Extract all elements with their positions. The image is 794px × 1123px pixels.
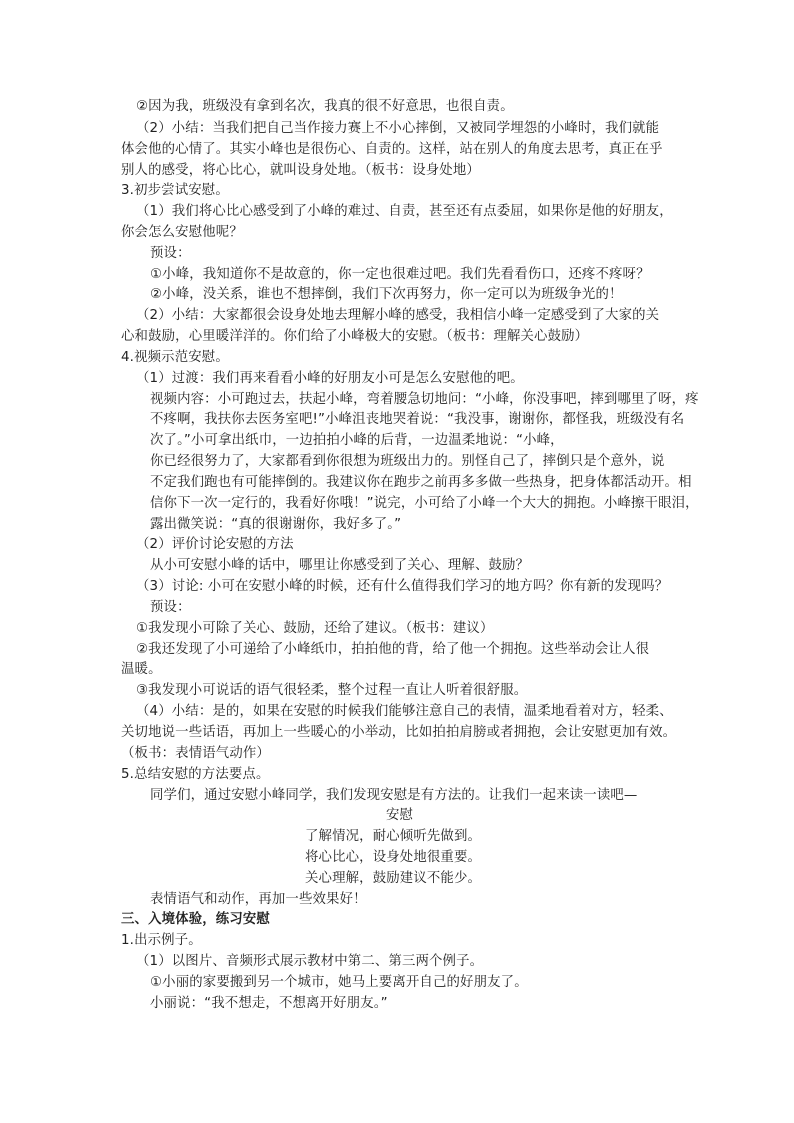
- text-line: （2）评价讨论安慰的方法: [136, 537, 294, 552]
- text-line: 不定我们跑也有可能摔倒的。我建议你在跑步之前再多多做一些热身，把身体都活动开。相: [150, 475, 692, 490]
- text-line: 露出微笑说：“真的很谢谢你，我好多了。”: [150, 517, 402, 532]
- text-line: （1）过渡：我们再来看看小峰的好朋友小可是怎么安慰他的吧。: [136, 371, 524, 386]
- section-heading: 5.总结安慰的方法要点。: [121, 767, 270, 782]
- text-line: 从小可安慰小峰的话中，哪里让你感受到了关心、理解、鼓励？: [150, 558, 530, 573]
- text-line: ①小丽的家要搬到另一个城市，她马上要离开自己的好朋友了。: [150, 975, 528, 990]
- text-line: （4）小结：是的，如果在安慰的时候我们能够注意自己的表情，温柔地看着对方，轻柔、: [136, 704, 673, 719]
- text-line: ②小峰，没关系，谁也不想摔倒，我们下次再努力，你一定可以为班级争光的！: [150, 287, 623, 302]
- text-line: 次了。”小可拿出纸巾，一边拍拍小峰的后背，一边温柔地说：“小峰，: [150, 433, 564, 448]
- text-line: 视频内容：小可跑过去，扶起小峰，弯着腰急切地问：“小峰，你没事吧，摔到哪里了呀，疼: [150, 392, 699, 407]
- text-line: 心和鼓励，心里暖洋洋的。你们给了小峰极大的安慰。（板书：理解关心鼓励）: [121, 329, 589, 344]
- poem-line: 了解情况，耐心倾听先做到。: [305, 829, 482, 844]
- poem-line: 将心比心，设身处地很重要。: [305, 850, 482, 865]
- text-line: ①小峰，我知道你不是故意的，你一定也很难过吧。我们先看看伤口，还疼不疼呀？: [150, 267, 650, 282]
- text-line: 预设：: [150, 246, 191, 261]
- text-line: 小丽说：“我不想走，不想离开好朋友。”: [150, 996, 388, 1011]
- text-line: （1）以图片、音频形式展示教材中第二、第三两个例子。: [136, 954, 484, 969]
- text-line: 温暖。: [121, 662, 162, 677]
- text-line: ③我发现小可说话的语气很轻柔，整个过程一直让人听着很舒服。: [136, 683, 528, 698]
- text-line: 同学们，通过安慰小峰同学，我们发现安慰是有方法的。让我们一起来读一读吧—: [150, 788, 638, 803]
- text-line: 你会怎么安慰他呢？: [121, 225, 243, 240]
- text-line: 你已经很努力了，大家都看到你很想为班级出力的。别怪自己了，摔倒只是个意外，说: [150, 454, 665, 469]
- text-line: ①我发现小可除了关心、鼓励，还给了建议。（板书：建议）: [136, 621, 494, 636]
- text-line: 表情语气和动作，再加一些效果好！: [150, 892, 367, 907]
- text-line: ②我还发现了小可递给了小峰纸巾，拍拍他的背，给了他一个拥抱。这些举动会让人很: [136, 642, 650, 657]
- text-line: 别人的感受，将心比心，就叫设身处地。（板书：设身处地）: [121, 163, 480, 178]
- text-line: （1）我们将心比心感受到了小峰的难过、自责，甚至还有点委屈，如果你是他的好朋友，: [136, 204, 673, 219]
- text-line: 体会他的心情了。其实小峰也是很伤心、自责的。这样，站在别人的角度去思考，真正在乎: [121, 142, 663, 157]
- text-line: （3）讨论: 小可在安慰小峰的时候，还有什么值得我们学习的地方吗？你有新的发现吗？: [136, 579, 669, 594]
- text-line: （2）小结：当我们把自己当作接力赛上不小心摔倒，又被同学埋怨的小峰时，我们就能: [136, 121, 660, 136]
- text-line: （板书：表情语气动作）: [121, 746, 270, 761]
- section-heading: 3.初步尝试安慰。: [121, 183, 229, 198]
- poem-title: 安慰: [386, 808, 414, 823]
- text-line: 不疼啊，我扶你去医务室吧!”小峰沮丧地哭着说：“我没事，谢谢你，都怪我，班级没有名: [150, 412, 685, 427]
- text-line: （2）小结：大家都很会设身处地去理解小峰的感受，我相信小峰一定感受到了大家的关: [136, 308, 660, 323]
- section-heading: 1.出示例子。: [121, 933, 202, 948]
- text-line: 关切地说一些话语，再加上一些暖心的小举动，比如拍拍肩膀或者拥抱，会让安慰更加有效。: [121, 725, 677, 740]
- section-heading: 三、入境体验，练习安慰: [121, 912, 270, 927]
- poem-line: 关心理解，鼓励建议不能少。: [305, 871, 482, 886]
- text-line: ②因为我，班级没有拿到名次，我真的很不好意思，也很自责。: [136, 99, 514, 114]
- text-line: 信你下一次一定行的，我看好你哦！”说完，小可给了小峰一个大大的拥抱。小峰擦干眼泪，: [150, 496, 699, 511]
- section-heading: 4.视频示范安慰。: [121, 350, 229, 365]
- text-line: 预设：: [150, 600, 191, 615]
